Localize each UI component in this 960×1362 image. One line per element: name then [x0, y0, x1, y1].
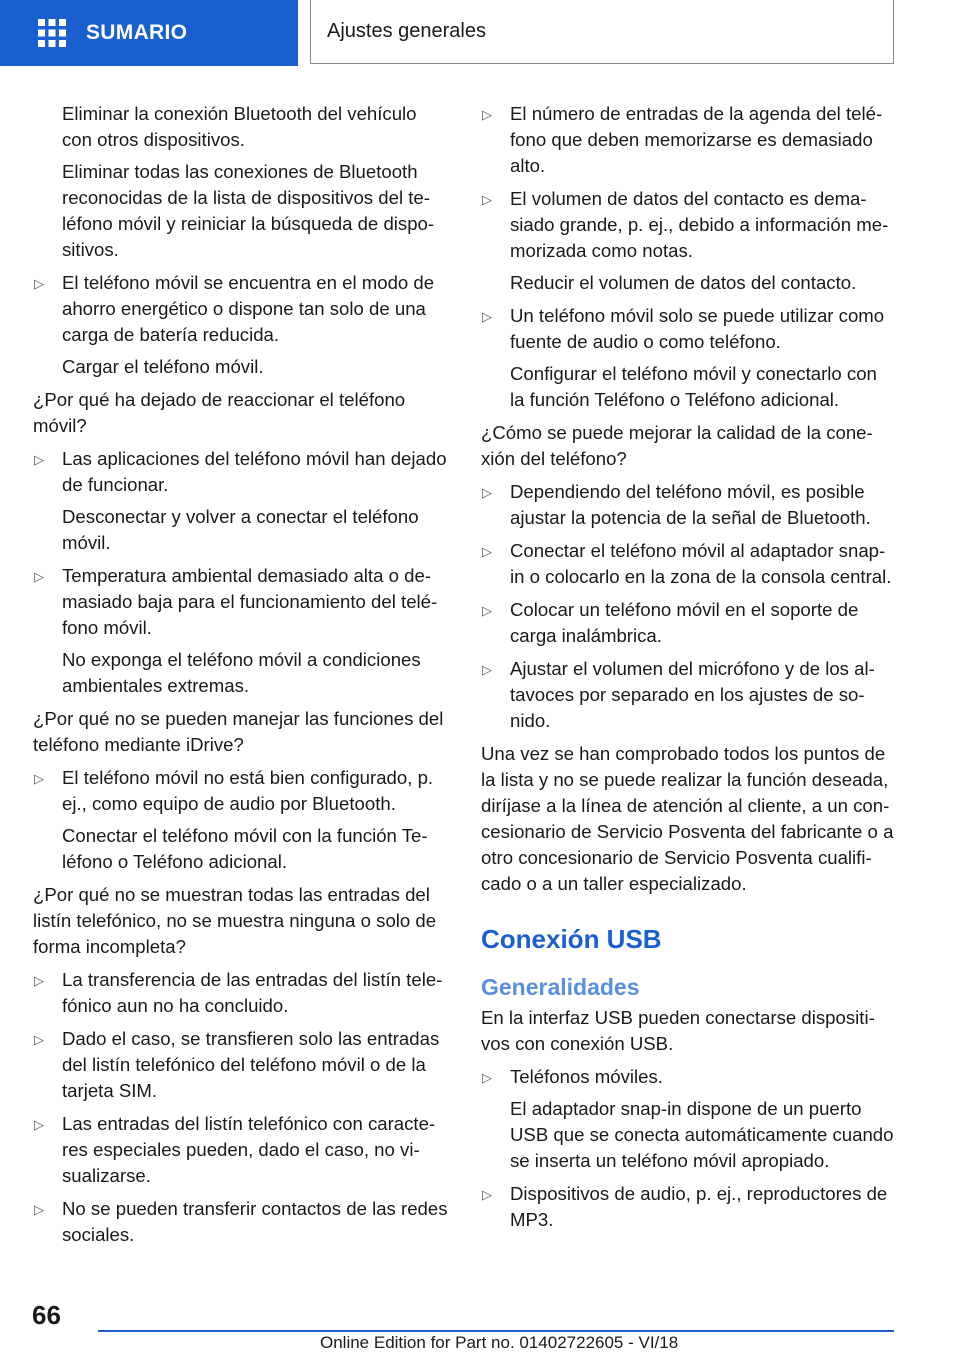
bullet-item: [481, 538, 896, 590]
instruction-text: Conectar el teléfono móvil con la función Teléfono o Teléfono adicional.: [62, 825, 428, 872]
bullet-triangle-icon: ▷: [482, 544, 492, 559]
bullet-item: [481, 303, 896, 355]
bullet-triangle-icon: ▷: [34, 452, 44, 467]
bullet-item: [33, 967, 448, 1019]
bullet-triangle-icon: ▷: [34, 276, 44, 291]
left-column: [33, 101, 448, 1255]
bullet-triangle-icon: ▷: [482, 309, 492, 324]
bullet-text: Conectar el teléfono móvil al adaptador snap-in o colocarlo en la zona de la consola central.: [510, 540, 892, 587]
bullet-text: Temperatura ambiental demasiado alta o demasiado baja para el funcionamiento del teléfono móvil.: [62, 565, 438, 638]
footer-edition: Online Edition for Part no. 01402722605 - VI/18: [320, 1333, 679, 1352]
bullet-text: No se pueden transferir contactos de las redes sociales.: [62, 1198, 448, 1245]
bullet-item: [481, 656, 896, 734]
bullet-triangle-icon: ▷: [482, 192, 492, 207]
bullet-text: El teléfono móvil se encuentra en el modo de ahorro energético o dispone tan solo de una carga de batería reducida.: [62, 272, 435, 345]
bullet-triangle-icon: ▷: [34, 973, 44, 988]
bullet-item: [33, 446, 448, 498]
bullet-triangle-icon: ▷: [34, 569, 44, 584]
bullet-triangle-icon: ▷: [34, 1117, 44, 1132]
section-title: Ajustes generales: [327, 20, 486, 42]
bullet-item: [33, 563, 448, 641]
bullet-text: Colocar un teléfono móvil en el soporte de carga inalámbrica.: [510, 599, 859, 646]
bullet-item: [33, 270, 448, 348]
bullet-item: [33, 765, 448, 817]
bullet-triangle-icon: ▷: [482, 1070, 492, 1085]
instruction-text: El adaptador snap-in dispone de un puerto USB que se conecta automáticamente cuando se inserta un teléfono móvil apropiado.: [510, 1098, 894, 1171]
bullet-item: [33, 1111, 448, 1189]
paragraph: ¿Cómo se puede mejorar la calidad de la conexión del teléfono?: [481, 422, 873, 469]
paragraph: En la interfaz USB pueden conectarse dispositivos con conexión USB.: [481, 1007, 875, 1054]
paragraph: ¿Por qué no se pueden manejar las funciones del teléfono mediante iDrive?: [33, 708, 444, 755]
bullet-item: [481, 1064, 896, 1090]
grid-icon: [38, 19, 66, 47]
footer-divider: [98, 1330, 894, 1332]
section-tab[interactable]: [310, 0, 894, 64]
instruction-text: Reducir el volumen de datos del contacto.: [510, 272, 857, 293]
bullet-item: [481, 1181, 896, 1233]
bullet-triangle-icon: ▷: [482, 107, 492, 122]
bullet-triangle-icon: ▷: [482, 1187, 492, 1202]
instruction-text: Configurar el teléfono móvil y conectarlo con la función Teléfono o Teléfono adicional.: [510, 363, 877, 410]
paragraph: ¿Por qué no se muestran todas las entradas del listín telefónico, no se muestra ninguna o solo de forma incompleta?: [33, 884, 437, 957]
bullet-triangle-icon: ▷: [482, 485, 492, 500]
bullet-text: Teléfonos móviles.: [510, 1066, 663, 1087]
bullet-text: El teléfono móvil no está bien configurado, p. ej., como equipo de audio por Bluetooth.: [62, 767, 434, 814]
bullet-triangle-icon: ▷: [34, 771, 44, 786]
bullet-text: Ajustar el volumen del micrófono y de los altavoces por separado en los ajustes de sonido.: [510, 658, 875, 731]
instruction-text: No exponga el teléfono móvil a condiciones ambientales extremas.: [62, 649, 421, 696]
bullet-item: [33, 1026, 448, 1104]
bullet-text: Las entradas del listín telefónico con caracteres especiales pueden, dado el caso, no visualizarse.: [62, 1113, 436, 1186]
bullet-text: Las aplicaciones del teléfono móvil han dejado de funcionar.: [62, 448, 447, 495]
section-heading: Conexión USB: [481, 924, 662, 954]
right-column: [481, 101, 896, 1240]
bullet-text: Dispositivos de audio, p. ej., reproductores de MP3.: [510, 1183, 888, 1230]
bullet-item: [481, 597, 896, 649]
paragraph: ¿Por qué ha dejado de reaccionar el teléfono móvil?: [33, 389, 406, 436]
bullet-triangle-icon: ▷: [34, 1202, 44, 1217]
instruction-text: Cargar el teléfono móvil.: [62, 356, 264, 377]
bullet-triangle-icon: ▷: [34, 1032, 44, 1047]
instruction-text: Desconectar y volver a conectar el teléfono móvil.: [62, 506, 419, 553]
bullet-triangle-icon: ▷: [482, 603, 492, 618]
paragraph: Una vez se han comprobado todos los puntos de la lista y no se puede realizar la función deseada, diríjase a la línea de atención al cliente, a un concesionario de Servicio Posventa del fabricante o a otro concesionario de Servicio Posventa cualificado o a un taller especializado.: [481, 743, 894, 894]
bullet-item: [481, 101, 896, 179]
bullet-text: El número de entradas de la agenda del teléfono que deben memorizarse es demasiado alto.: [510, 103, 883, 176]
bullet-item: [481, 186, 896, 264]
bullet-triangle-icon: ▷: [482, 662, 492, 677]
bullet-text: Un teléfono móvil solo se puede utilizar como fuente de audio o como teléfono.: [510, 305, 885, 352]
page-header: [0, 0, 960, 66]
bullet-text: El volumen de datos del contacto es demasiado grande, p. ej., debido a información memorizada como notas.: [510, 188, 889, 261]
instruction-text: Eliminar la conexión Bluetooth del vehículo con otros dispositivos.: [62, 103, 417, 150]
sumario-button[interactable]: [0, 0, 298, 66]
subsection-heading: Generalidades: [481, 974, 640, 1000]
bullet-item: [481, 479, 896, 531]
page-number: 66: [32, 1300, 61, 1330]
bullet-text: Dependiendo del teléfono móvil, es posible ajustar la potencia de la señal de Bluetooth.: [510, 481, 871, 528]
bullet-item: [33, 1196, 448, 1248]
bullet-text: La transferencia de las entradas del listín telefónico aun no ha concluido.: [62, 969, 443, 1016]
bullet-text: Dado el caso, se transfieren solo las entradas del listín telefónico del teléfono móvil o de la tarjeta SIM.: [62, 1028, 440, 1101]
sumario-label: SUMARIO: [86, 21, 188, 44]
instruction-text: Eliminar todas las conexiones de Bluetooth reconocidas de la lista de dispositivos del teléfono móvil y reiniciar la búsqueda de dispositivos.: [62, 161, 435, 260]
